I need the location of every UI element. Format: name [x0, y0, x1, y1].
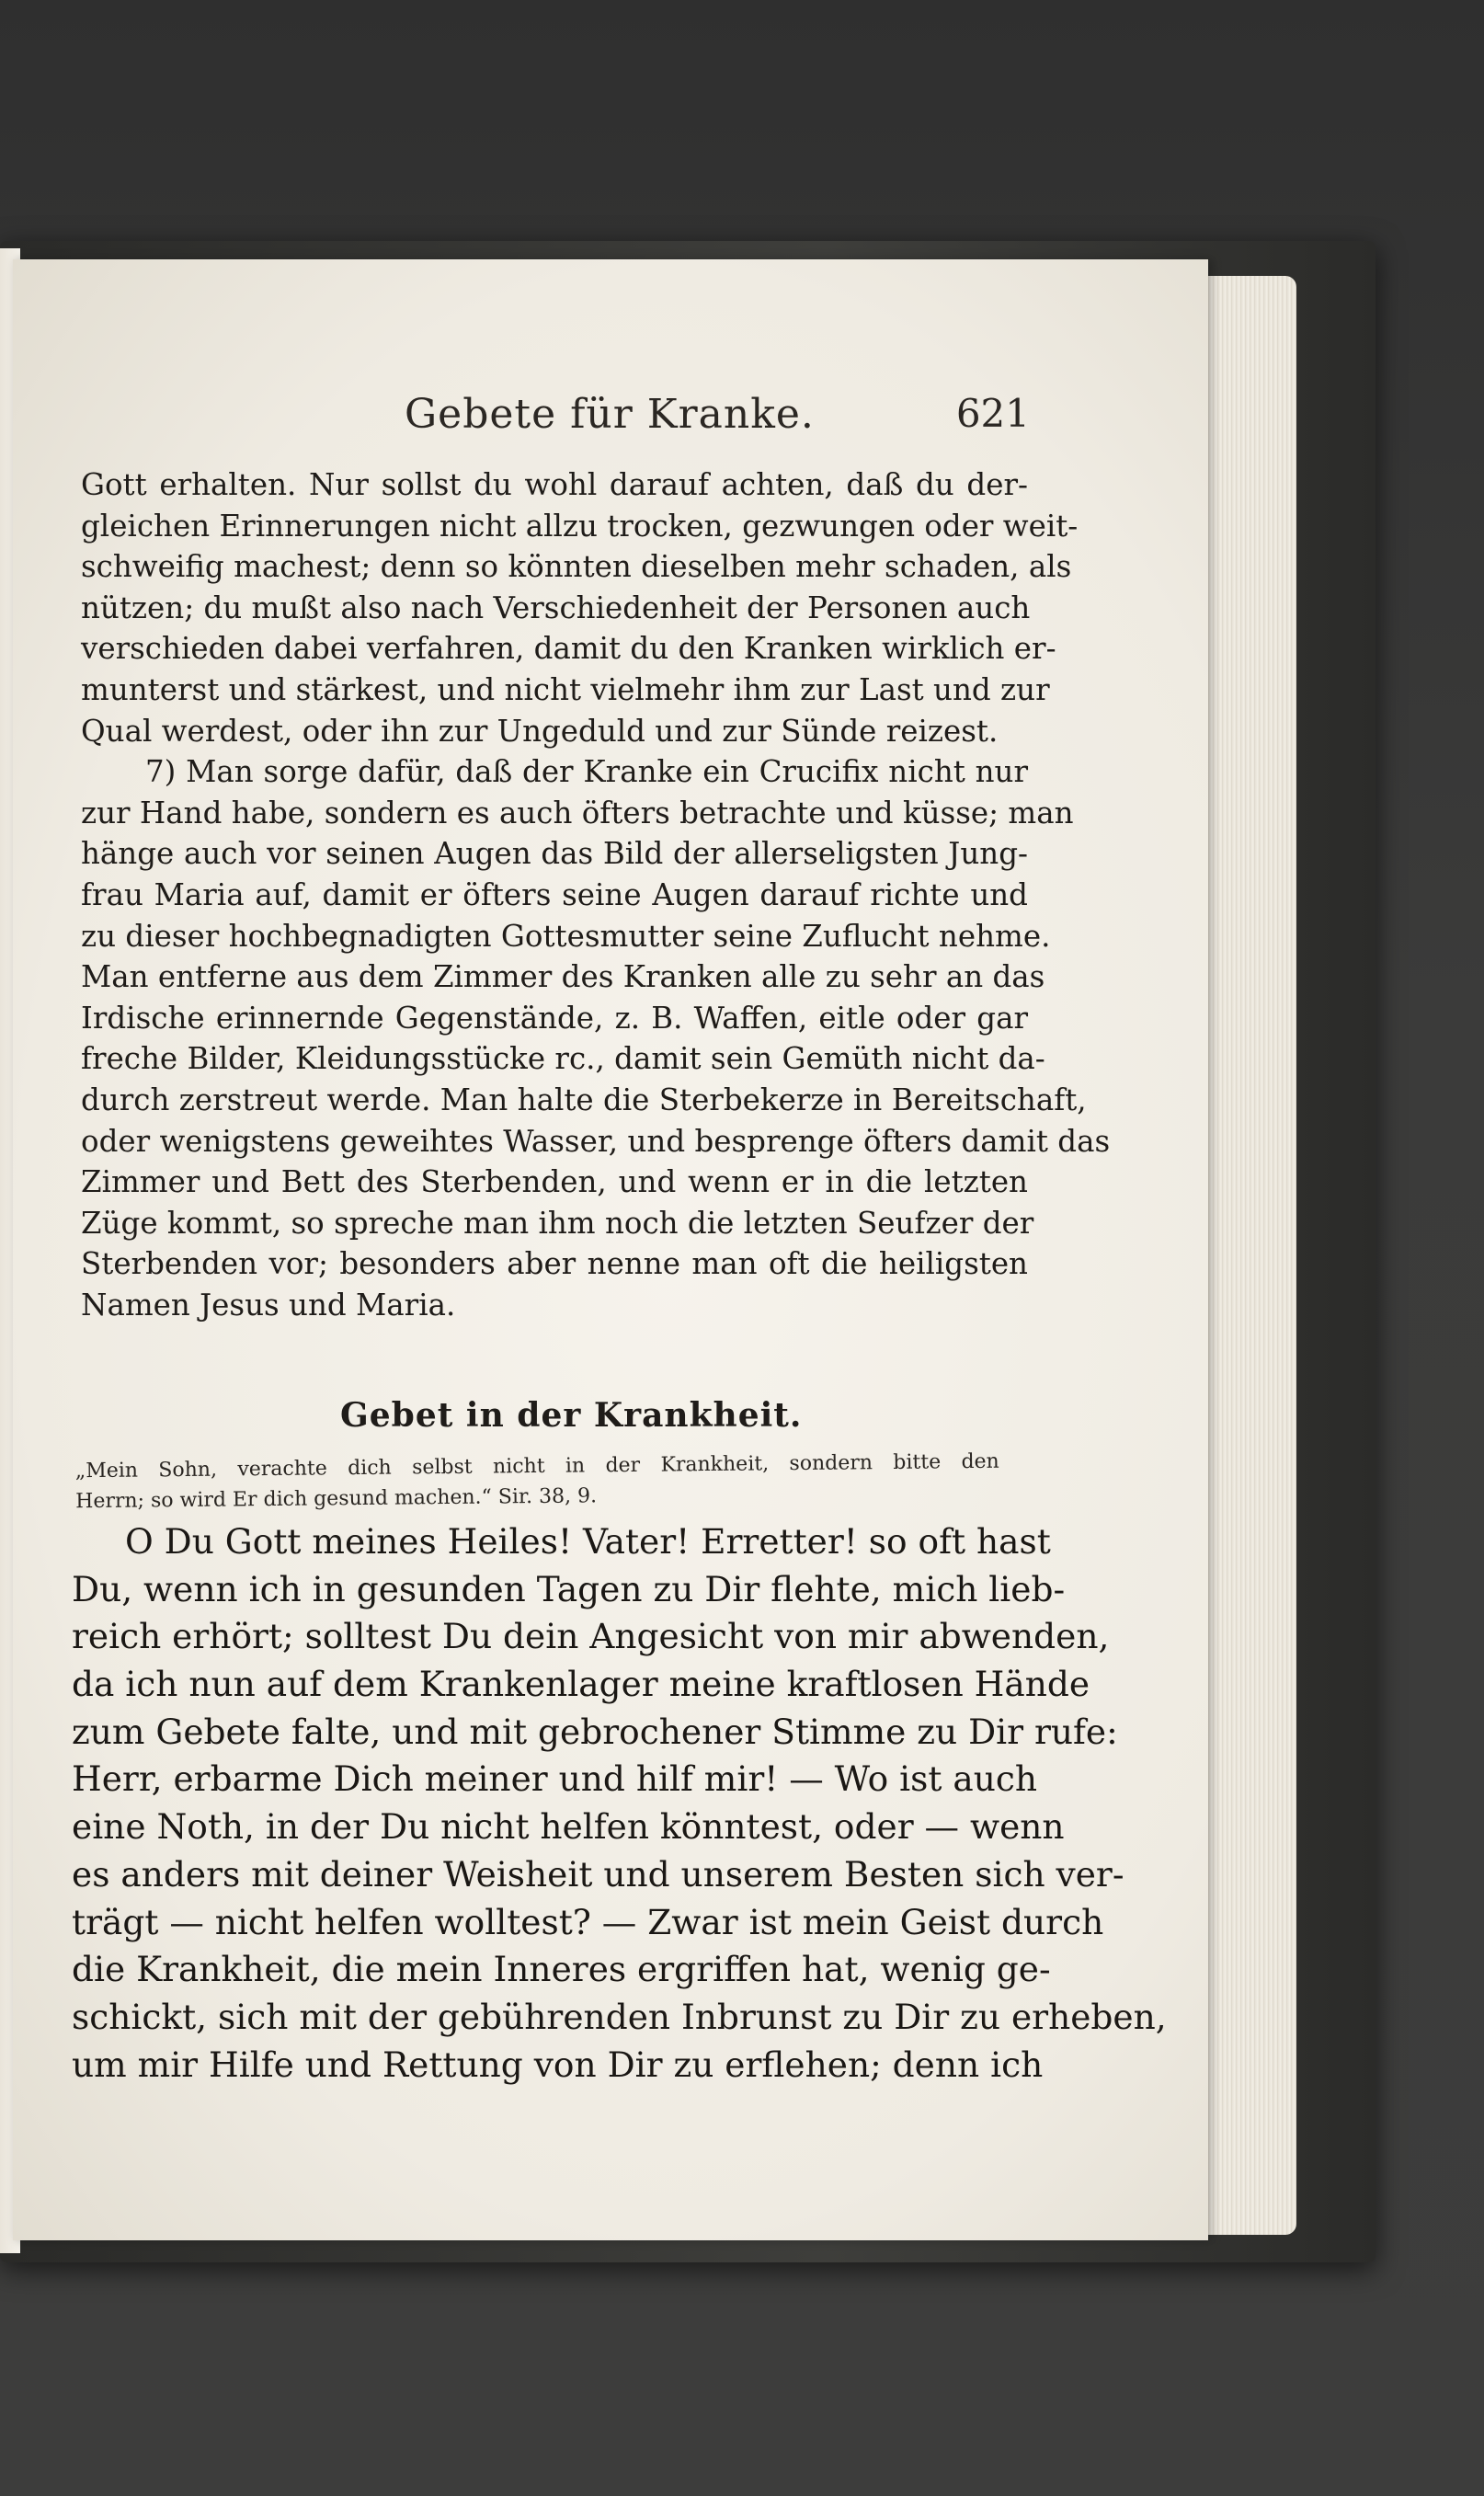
prayer-line: zum Gebete falte, und mit gebrochener Stimme zu Dir rufe: — [72, 1711, 1118, 1752]
text-line: durch zerstreut werde. Man halte die Sterbekerze in Bereitschaft, — [81, 1082, 1087, 1117]
running-head: Gebete für Kranke. — [405, 391, 815, 438]
text-line: hänge auch vor seinen Augen das Bild der allerseligsten Jung- — [81, 836, 1028, 872]
prayer-line: trägt — nicht helfen wolltest? — Zwar ist mein Geist durch — [72, 1901, 1104, 1942]
prayer-text — [72, 1518, 1167, 2089]
prayer-line: um mir Hilfe und Rettung von Dir zu erflehen; denn ich — [72, 2044, 1044, 2085]
section-heading: Gebet in der Krankheit. — [340, 1396, 803, 1435]
text-line: oder wenigstens geweihtes Wasser, und besprenge öfters damit das — [81, 1123, 1111, 1159]
epigraph-quote — [75, 1447, 1000, 1517]
text-line: schweifig machest; denn so könnten dieselben mehr schaden, als — [81, 549, 1072, 585]
text-line: Namen Jesus und Maria. — [81, 1287, 456, 1322]
text-line: Man entferne aus dem Zimmer des Kranken alle zu sehr an das — [81, 959, 1045, 995]
text-line: Züge kommt, so spreche man ihm noch die letzten Seufzer der — [81, 1205, 1034, 1241]
text-line: munterst und stärkest, und nicht vielmehr ihm zur Last und zur — [81, 671, 1050, 707]
text-line: Gott erhalten. Nur sollst du wohl darauf achten, daß du der- — [81, 467, 1028, 502]
prayer-line: reich erhört; solltest Du dein Angesicht von mir abwenden, — [72, 1616, 1110, 1657]
text-line: frau Maria auf, damit er öfters seine Augen darauf richte und — [81, 876, 1028, 912]
text-line: gleichen Erinnerungen nicht allzu trocken, gezwungen oder weit- — [81, 508, 1079, 544]
prayer-line: schickt, sich mit der gebührenden Inbrunst zu Dir zu erheben, — [72, 1996, 1167, 2037]
text-line: Irdische erinnernde Gegenstände, z. B. Waffen, eitle oder gar — [81, 1000, 1028, 1036]
prayer-line: Du, wenn ich in gesunden Tagen zu Dir flehte, mich lieb- — [72, 1568, 1066, 1609]
quote-line: „Mein Sohn, verachte dich selbst nicht in der Krankheit, sondern bitte den — [74, 1449, 999, 1483]
text-line: 7) Man sorge dafür, daß der Kranke ein Crucifix nicht nur — [145, 754, 1028, 790]
text-line: freche Bilder, Kleidungsstücke rc., damit sein Gemüth nicht da- — [81, 1041, 1045, 1077]
text-line: Qual werdest, oder ihn zur Ungeduld und zur Sünde reizest. — [81, 713, 999, 749]
quote-line: Herrn; so wird Er dich gesund machen.“ Sir. 38, 9. — [75, 1484, 598, 1514]
page-header — [74, 391, 1030, 446]
prayer-line: O Du Gott meines Heiles! Vater! Erretter! so oft hast — [125, 1521, 1051, 1562]
text-line: nützen; du mußt also nach Verschiedenheit der Personen auch — [81, 590, 1031, 625]
prayer-line: eine Noth, in der Du nicht helfen könntest, oder — wenn — [72, 1806, 1065, 1848]
text-line: zu dieser hochbegnadigten Gottesmutter seine Zuflucht nehme. — [81, 918, 1051, 954]
prayer-line: die Krankheit, die mein Inneres ergriffen hat, wenig ge- — [72, 1949, 1051, 1990]
page-number: 621 — [955, 391, 1030, 436]
text-line: Sterbenden vor; besonders aber nenne man oft die heiligsten — [81, 1246, 1028, 1282]
text-line: verschieden dabei verfahren, damit du den Kranken wirklich er- — [81, 631, 1056, 667]
prayer-line: es anders mit deiner Weisheit und unserem Besten sich ver- — [72, 1853, 1124, 1895]
prayer-line: da ich nun auf dem Krankenlager meine kraftlosen Hände — [72, 1664, 1090, 1705]
body-text — [81, 464, 1111, 1325]
text-line: zur Hand habe, sondern es auch öfters betrachte und küsse; man — [81, 795, 1074, 830]
text-line: Zimmer und Bett des Sterbenden, und wenn er in die letzten — [81, 1164, 1028, 1200]
prayer-line: Herr, erbarme Dich meiner und hilf mir! — Wo ist auch — [72, 1758, 1038, 1800]
